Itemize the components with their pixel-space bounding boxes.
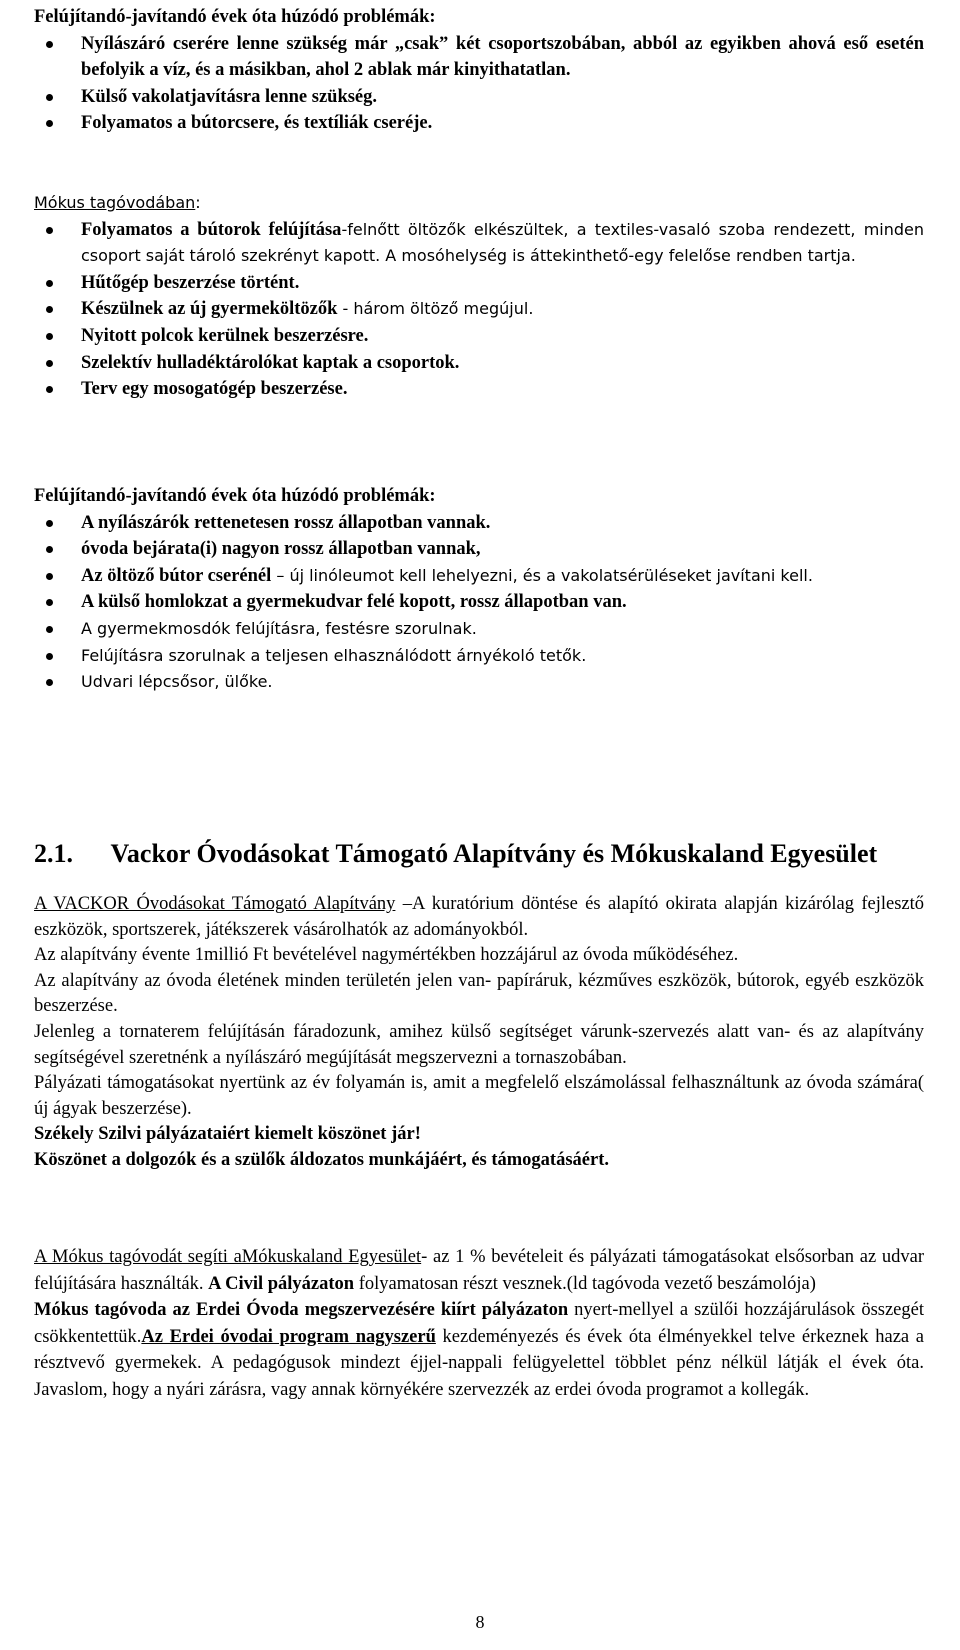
section-heading: Felújítandó-javítandó évek óta húzódó problémák:: [34, 486, 436, 506]
page-number: 8: [475, 1612, 485, 1632]
section-problems-mokus: [34, 483, 924, 696]
list-item: óvoda bejárata(i) nagyon rossz állapotban vannak,: [34, 536, 924, 563]
chapter-heading: [34, 838, 934, 870]
chapter-number: 2.1.: [34, 839, 73, 868]
paragraph: Köszönet a dolgozók és a szülők áldozatos munkájáért, és támogatásáért.: [34, 1149, 609, 1170]
chapter-title: Vackor Óvodásokat Támogató Alapítvány és Mókuskaland Egyesület: [110, 839, 878, 868]
mokus-section: [34, 1244, 924, 1403]
list-item: Az öltöző bútor cserénél – új linóleumot kell lehelyezni, és a vakolatsérüléseket javítani kell.: [34, 563, 924, 590]
paragraph: A Mókus tagóvodát segíti aMókuskaland Egyesület- az 1 % bevételeit és pályázati támogatásokat elsősorban az udvar felújítására használták. A Civil pályázaton folyamatosan részt vesznek.(ld tagóvoda vezető beszámolója): [34, 1247, 924, 1294]
list-item: Folyamatos a bútorcsere, és textíliák cseréje.: [34, 110, 924, 137]
list-item: Folyamatos a bútorok felújítása-felnőtt öltözők elkészültek, a textiles-vasaló szoba rendezett, minden csoport saját tároló szekrényt kapott. A mosóhelység is áttekinthető-egy felelőse rendben tartja.: [34, 217, 924, 270]
vackor-section: [34, 892, 924, 1174]
paragraph: A VACKOR Óvodásokat Támogató Alapítvány –A kuratórium döntése és alapító okirata alapján kizárólag fejlesztő eszközök, sportszerek, játékszerek vásárolhatók az adományokból.: [34, 894, 924, 940]
paragraph: Székely Szilvi pályázataiért kiemelt köszönet jár!: [34, 1124, 421, 1145]
list-item: Felújításra szorulnak a teljesen elhasználódott árnyékoló tetők.: [34, 643, 924, 670]
list-item: Külső vakolatjavításra lenne szükség.: [34, 84, 924, 111]
paragraph: Mókus tagóvoda az Erdei Óvoda megszervezésére kiírt pályázaton nyert-mellyel a szülői hozzájárulások összegét csökkentettük.Az Erdei óvodai program nagyszerű kezdeményezés és évek óta élményekkel telve érkeznek haza a résztvevő gyermekek. A pedagógusok mindezt éjjel-nappali felügyelettel többlet pénz nélkül látják el évek óta. Javaslom, hogy a nyári zárásra, vagy annak környékére szervezzék az erdei óvoda programot a kollegák.: [34, 1300, 925, 1400]
section-heading: Mókus tagóvodában:: [34, 193, 201, 212]
list-item: Nyitott polcok kerülnek beszerzésre.: [34, 323, 924, 350]
bullet-list: [34, 31, 924, 137]
paragraph: Az alapítvány az óvoda életének minden területén jelen van- papíráruk, kézműves eszközök, bútorok, egyéb eszközök beszerzése.: [34, 970, 924, 1017]
bullet-list: [34, 510, 924, 696]
paragraph: Jelenleg a tornaterem felújításán fáradozunk, amihez külső segítséget várunk-szervezés alatt van- és az alapítvány segítségével szeretnénk a nyílászáró megújítását megszervezni a tornaszobában.: [34, 1021, 924, 1068]
list-item: A nyílászárók rettenetesen rossz állapotban vannak.: [34, 510, 924, 537]
list-item: Terv egy mosogatógép beszerzése.: [34, 376, 924, 403]
list-item: Udvari lépcsősor, ülőke.: [34, 669, 924, 696]
list-item: Szelektív hulladéktárolókat kaptak a csoportok.: [34, 350, 924, 377]
list-item: Készülnek az új gyermeköltözők - három öltöző megújul.: [34, 296, 924, 323]
list-item: A gyermekmosdók felújításra, festésre szorulnak.: [34, 616, 924, 643]
section-problems-main: [34, 4, 924, 137]
paragraph: Az alapítvány évente 1millió Ft bevételével nagymértékben hozzájárul az óvoda működéséhez.: [34, 945, 739, 966]
section-heading: Felújítandó-javítandó évek óta húzódó problémák:: [34, 7, 436, 27]
section-mokus: [34, 190, 924, 403]
bullet-list: [34, 217, 924, 403]
paragraph: Pályázati támogatásokat nyertünk az év folyamán is, amit a megfelelő elszámolással felhasználtunk az óvoda számára( új ágyak beszerzése).: [34, 1073, 924, 1119]
list-item: Nyílászáró cserére lenne szükség már „csak” két csoportszobában, abból az egyikben ahová eső esetén befolyik a víz, és a másikban, ahol 2 ablak már kinyithatatlan.: [34, 31, 924, 84]
list-item: A külső homlokzat a gyermekudvar felé kopott, rossz állapotban van.: [34, 589, 924, 616]
list-item: Hűtőgép beszerzése történt.: [34, 270, 924, 297]
